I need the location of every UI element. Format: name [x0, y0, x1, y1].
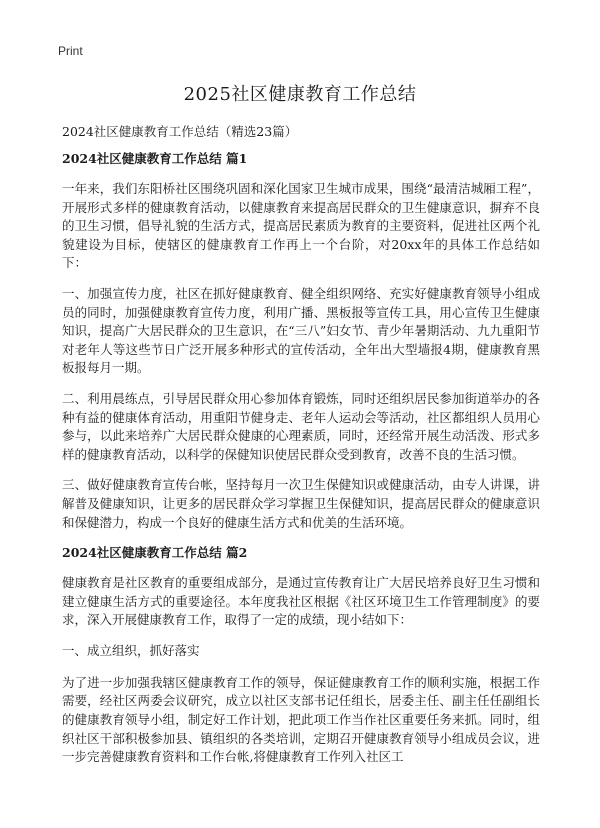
paragraph: 二、利用晨练点，引导居民群众用心参加体育锻炼，同时还组织居民参加街道举办的各种有益的健康体育活动，用重阳节健身走、老年人运动会等活动，社区都组织人员用心参与，以此来培养广大居民群众健康的心理素质，同时，还经常开展生动活泼、形式多样的健康教育活动，以科学的保健知识使居民群众受到教育，改善不良的生活习惯。: [62, 390, 540, 462]
section-2: [62, 544, 540, 767]
print-link[interactable]: Print: [58, 44, 83, 58]
section-heading: 2024社区健康教育工作总结 篇2: [62, 545, 248, 561]
document-body: [62, 150, 540, 779]
section-1: [62, 150, 540, 532]
paragraph: 一、加强宣传力度，社区在抓好健康教育、健全组织网络、充实好健康教育领导小组成员的同时，加强健康教育宣传力度，利用广播、黑板报等宣传工具，用心宣传卫生健康知识，提高广大居民群众的卫生意识，在“三八”妇女节、青少年暑期活动、九九重阳节对老年人等这些节日广泛开展多种形式的宣传活动，全年出大型墙报4期，健康教育黑板报每月一期。: [62, 285, 540, 376]
paragraph: 健康教育是社区教育的重要组成部分，是通过宣传教育让广大居民培养良好卫生习惯和建立健康生活方式的重要途径。本年度我社区根据《社区环境卫生工作管理制度》的要求，深入开展健康教育工作，取得了一定的成绩，现小结如下：: [62, 575, 540, 628]
section-subheading: 一、成立组织，抓好落实: [62, 642, 200, 658]
paragraph: 为了进一步加强我辖区健康教育工作的领导，保证健康教育工作的顺利实施，根据工作需要，经社区两委会议研究，成立以社区支部书记任组长，居委主任、副主任任副组长的健康教育领导小组，制定好工作计划，把此项工作当作社区重要任务来抓。同时，组织社区干部积极参加县、镇组织的各类培训，定期召开健康教育领导小组成员会议，进一步完善健康教育资料和工作台帐,将健康教育工作列入社区工: [62, 674, 540, 765]
section-heading: 2024社区健康教育工作总结 篇1: [62, 151, 248, 166]
document-subtitle: 2024社区健康教育工作总结（精选23篇）: [62, 124, 298, 139]
page-title: 2025社区健康教育工作总结: [183, 84, 417, 105]
paragraph: 三、做好健康教育宣传台帐，坚持每月一次卫生保健知识或健康活动，由专人讲课，讲解普及健康知识，让更多的居民群众学习掌握卫生保健知识，提高居民群众的健康意识和保健潜力，构成一个良好的健康生活方式和优美的生活环境。: [62, 477, 540, 530]
paragraph: 一年来，我们东阳桥社区围绕巩固和深化国家卫生城市成果，围绕“最清洁城厢工程”，开展形式多样的健康教育活动，以健康教育来提高居民群众的卫生健康意识，摒弃不良的卫生习惯，倡导礼貌的生活方式，提高居民素质为教育的主要资料，促进社区两个礼貌建设为目标，使辖区的健康教育工作再上一个台阶，对20xx年的具体工作总结如下：: [62, 181, 540, 271]
